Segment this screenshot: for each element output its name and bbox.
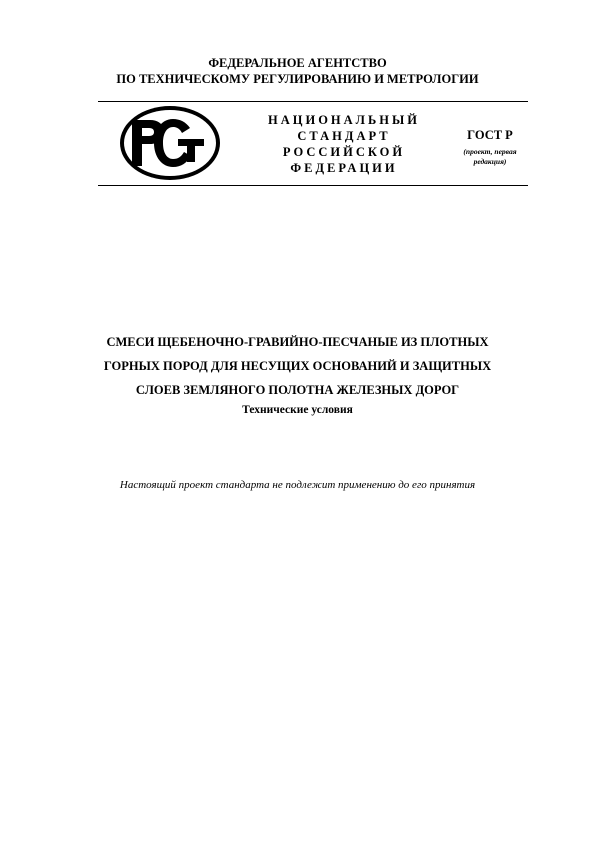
gost-note-line-1: (проект, первая [463,147,517,156]
national-line-1: НАЦИОНАЛЬНЫЙ [268,113,420,127]
agency-line-1: ФЕДЕРАЛЬНОЕ АГЕНТСТВО [208,56,387,70]
title-line-1: СМЕСИ ЩЕБЕНОЧНО-ГРАВИЙНО-ПЕСЧАНЫЕ ИЗ ПЛОТНЫХ [106,335,489,349]
header-bottom-rule [98,185,528,186]
agency-line-2: ПО ТЕХНИЧЕСКОМУ РЕГУЛИРОВАНИЮ И МЕТРОЛОГИИ [116,72,479,86]
agency-header [0,55,595,87]
national-standard-heading [258,112,430,176]
draft-notice: Настоящий проект стандарта не подлежит применению до его принятия [119,479,476,491]
document-subtitle: Технические условия [242,404,353,416]
document-title [60,330,535,402]
title-line-2: ГОРНЫХ ПОРОД ДЛЯ НЕСУЩИХ ОСНОВАНИЙ И ЗАЩИТНЫХ [103,359,492,373]
national-line-3: РОССИЙСКОЙ [282,145,406,159]
gost-note-line-2: редакция) [473,157,507,166]
national-line-2: СТАНДАРТ [297,129,391,143]
title-line-3: СЛОЕВ ЗЕМЛЯНОГО ПОЛОТНА ЖЕЛЕЗНЫХ ДОРОГ [135,383,460,397]
gost-designation [450,127,530,167]
gost-draft-note [450,147,530,167]
national-line-4: ФЕДЕРАЦИИ [290,161,398,175]
rst-certification-mark-icon [118,104,222,182]
gost-label: ГОСТ Р [467,128,513,142]
header-top-rule [98,101,528,102]
